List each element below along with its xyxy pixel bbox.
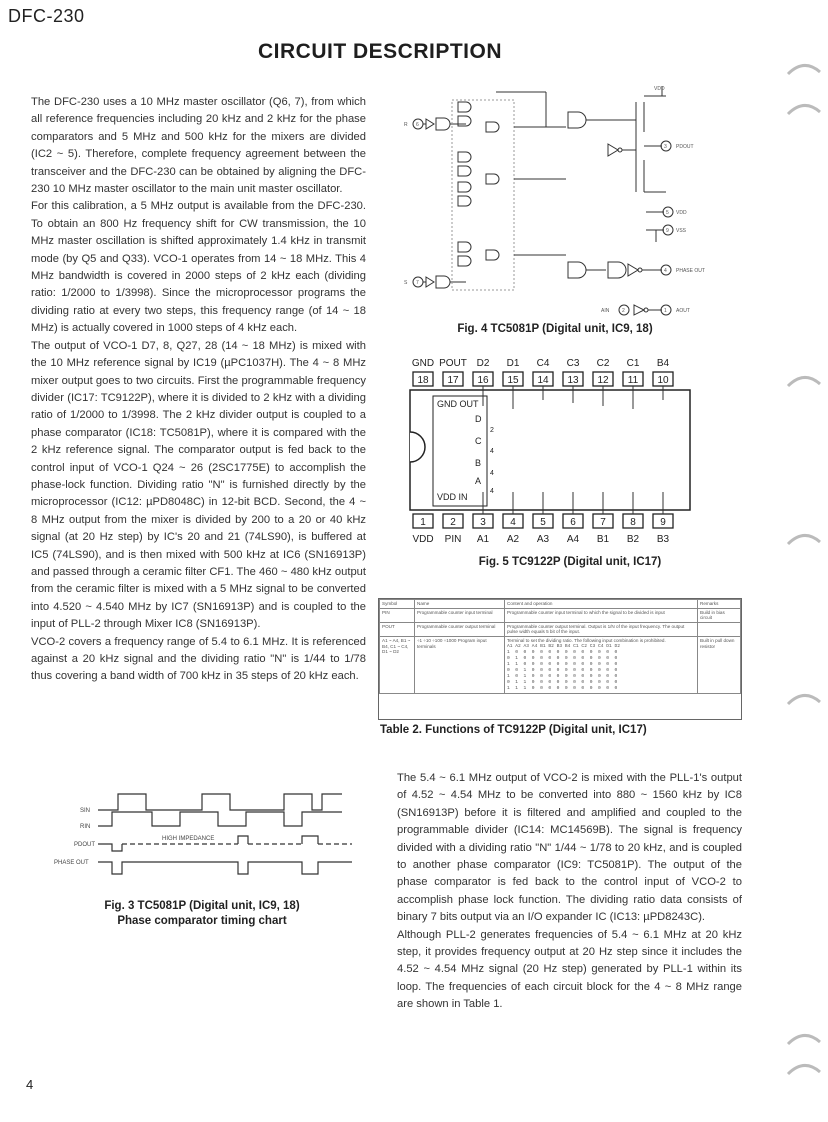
top-pin-label: C1 (626, 358, 640, 369)
bit-row: 1 1 0 0 0 0 0 0 0 0 0 0 0 0 (507, 661, 618, 667)
bottom-pin-number: 7 (600, 517, 606, 528)
table-cell: POUT (380, 622, 415, 636)
page-title: CIRCUIT DESCRIPTION (257, 40, 502, 63)
bottom-pin-label: A1 (476, 534, 490, 545)
table-row (380, 608, 741, 622)
header-model: DFC-230 (8, 6, 85, 26)
fig5-caption: Fig. 5 TC9122P (Digital unit, IC17) (478, 556, 662, 568)
bottom-pin-number: 1 (420, 517, 426, 528)
top-pin-number: 12 (597, 375, 609, 386)
pdout-pin-label: 3 (664, 144, 667, 150)
top-pin-label: D1 (506, 358, 520, 369)
table-cell: Built in pull down resistor (698, 636, 741, 693)
bus-width-label: 4 (490, 488, 494, 495)
phase-pin-label: 4 (664, 268, 667, 274)
bottom-pin-number: 5 (540, 517, 546, 528)
bus-width-label: 2 (490, 427, 494, 434)
top-pin-label: D2 (476, 358, 490, 369)
top-pin-label: C3 (566, 358, 580, 369)
paragraph: VCO-2 covers a frequency range of 5.4 to 6.1 MHz. It is referenced against a 20 kHz signal and the dividing ratio "N" is 1/44 to 1/78 thus covering a band width of 700 kHz in 35 steps of 20 kHz each. (31, 635, 366, 683)
table-header: Remarks (698, 600, 741, 609)
top-pin-number: 18 (417, 375, 429, 386)
table-row (380, 622, 741, 636)
binder-mark-icon (786, 372, 822, 392)
bit-header: A1 A2 A3 A4 B1 B2 B3 B4 C1 C2 C3 C4 D1 D2 (507, 643, 621, 649)
bit-row: 1 0 1 0 0 0 0 0 0 0 0 0 0 0 (507, 673, 618, 679)
binder-mark-icon (786, 690, 822, 710)
vss-label: VSS (676, 228, 687, 234)
vdd-top-label: VDD (654, 86, 665, 92)
bottom-pin-number: 3 (480, 517, 486, 528)
table-cell (505, 636, 698, 693)
binder-mark-icon (786, 1060, 822, 1080)
bottom-pin-number: 2 (450, 517, 456, 528)
bottom-pin-label: A2 (506, 534, 520, 545)
bottom-pin-label: B2 (626, 534, 640, 545)
sin-waveform (98, 794, 342, 810)
fig3-timing-chart (52, 788, 362, 878)
top-pin-label: POUT (439, 358, 467, 369)
page-number: 4 (26, 1077, 34, 1092)
table2 (378, 598, 742, 720)
table2-caption: Table 2. Functions of TC9122P (Digital unit, IC17) (380, 724, 647, 736)
bottom-pin-number: 9 (660, 517, 666, 528)
vdd-pin-label: 5 (666, 210, 669, 216)
binder-mark-icon (786, 1030, 822, 1050)
paragraph: For this calibration, a 5 MHz output is available from the DFC-230. To obtain an 800 Hz frequency shift for CW transmission, the 10 MHz master oscillation is shifted approximately 1.4 kHz in transmit mode (by Q5 and Q33). VCO-1 operates from 14 ~ 18 MHz. This 4 MHz bandwidth is covered in 2000 steps of 2 kHz each (dividing ratio: 1/2000 to 1/3998). Since the microprocessor programs the dividing ratio at every two steps, this frequency range (of 14 ~ 18 MHz) is actually covered in 1000 steps of 4 kHz each. (31, 200, 366, 335)
top-pin-number: 16 (477, 375, 489, 386)
top-pin-label: C2 (596, 358, 610, 369)
s-input-label: S (404, 280, 408, 286)
fig4-caption: Fig. 4 TC5081P (Digital unit, IC9, 18) (457, 323, 653, 335)
paragraph: The 5.4 ~ 6.1 MHz output of VCO-2 is mixed with the PLL-1's output of 4.52 ~ 4.54 MHz to be converted into 880 ~ 1560 kHz by IC8 (SN16913P) before it is filtered and amplified and coupled to the programmable divider (IC14: MC14569B). The signal is frequency divided with a dividing ratio "N" 1/44 ~ 1/78 to 20 kHz, and is coupled to another phase comparator (IC9: TC5081P). The output of the phase comparator is fed back to the control input of VCO-2 to accomplish phase lock function. The dividing ratio data consists of binary 7 bits output via an I/O expander IC (IC13: µPD8243C). (397, 772, 742, 924)
table-header: Content and operation (505, 600, 698, 609)
table-cell: ÷1 ÷10 ÷100 ÷1000 Program input terminals (415, 636, 505, 693)
table-cell: Build in bias circuit (698, 608, 741, 622)
bus-width-label: 4 (490, 448, 494, 455)
bottom-pin-label: A3 (536, 534, 550, 545)
table-cell: A1 ~ A4, B1 ~ B4, C1 ~ C4, D1 ~ D2 (380, 636, 415, 693)
top-pin-number: 17 (447, 375, 459, 386)
fig4-logic-diagram (396, 82, 706, 332)
bit-row: 0 1 1 0 0 0 0 0 0 0 0 0 0 0 (507, 679, 618, 685)
table-cell: Programmable counter input terminal to which the signal to be divided is input (505, 608, 698, 622)
binder-mark-icon (786, 60, 822, 80)
fig3-caption: Fig. 3 TC5081P (Digital unit, IC9, 18) (104, 900, 300, 912)
top-pin-label: GND (411, 358, 435, 369)
bit-row: 0 0 1 0 0 0 0 0 0 0 0 0 0 0 (507, 667, 618, 673)
ain-pin-label: 2 (622, 308, 625, 314)
bit-row: 1 1 1 0 0 0 0 0 0 0 0 0 0 0 (507, 685, 618, 691)
fig3-caption-sub: Phase comparator timing chart (117, 915, 287, 927)
fig5-pinout-diagram (405, 352, 715, 562)
paragraph: Although PLL-2 generates frequencies of 5.4 ~ 6.1 MHz at 20 kHz step, it provides frequency output at 20 Hz step since it includes the 4.52 ~ 4.54 MHz signal (20 Hz step) generated by PLL-1 within its loop. The frequencies of each circuit block for the 4 ~ 8 MHz range are shown in Table 1. (397, 928, 742, 1011)
pdout-waveform (98, 844, 122, 851)
bottom-pin-label: B1 (596, 534, 610, 545)
bottom-pin-number: 6 (570, 517, 576, 528)
b-label: B (475, 458, 482, 468)
top-pin-number: 13 (567, 375, 579, 386)
signal-label: PHASE OUT (54, 860, 89, 866)
top-pin-label: C4 (536, 358, 550, 369)
signal-label: SIN (80, 808, 91, 814)
r-pin-label: 6 (416, 122, 419, 128)
table-header-row (380, 600, 741, 609)
table-cell: Programmable counter output terminal. Output is 1/N of the input frequency. The output pulse width equals 5 bit of the input. (505, 622, 698, 636)
phase-out-waveform (98, 862, 352, 874)
table-cell (698, 622, 741, 636)
paragraph: The output of VCO-1 D7, 8, Q27, 28 (14 ~ 18 MHz) is mixed with the 10 MHz reference signal by IC19 (µPC1037H). The 4 ~ 8 MHz mixer output goes to two circuits. First the programmable frequency divider (IC17: TC9122P), where it is divided to 2 kHz with a dividing ratio of 1/2000 to 1/3998. The 2 kHz divider output is coupled to a phase comparator (IC18: TC5081P), where it is compared with the 2 kHz reference signal. The comparator output is fed back to the control input of VCO-1 Q24 ~ 26 (2SC1775E) to accomplish the phase-lock function. Dividing ratio "N" is furnished directly by the microprocessor (IC12: µPD8048C) in 12-bit BCD. Second, the 4 ~ 8 MHz output from the mixer is divided by 200 to a 20 or 40 kHz signal (at 20 Hz step) by IC's 20 and 21 (74LS90), is buffered at IC5 (74LS90), and is then mixed with 500 kHz at IC6 (SN16913P) and passed through a ceramic filter CF1. The 460 ~ 480 kHz output from the ceramic filter is mixed with a 5 MHz signal to be converted into 4.520 ~ 4.540 MHz by IC7 (SN16913P) and is coupled to the input of PLL-2 through Mixer IC8 (SN16913P). (31, 339, 366, 631)
table-cell: PIN (380, 608, 415, 622)
bottom-pin-number: 8 (630, 517, 636, 528)
rin-waveform (98, 812, 342, 826)
top-pin-number: 15 (507, 375, 519, 386)
d-label: D (475, 414, 482, 424)
vdd-label: VDD (676, 210, 687, 216)
table-header: Symbol (380, 600, 415, 609)
phase-out-label: PHASE OUT (676, 268, 705, 274)
bottom-pin-label: PIN (444, 534, 462, 545)
signal-label: RIN (80, 824, 91, 830)
binder-mark-icon (786, 100, 822, 120)
right-column (397, 770, 742, 1014)
signal-label: PDOUT (74, 842, 95, 848)
pdout-label: PDOUT (676, 144, 694, 150)
table-row (380, 636, 741, 693)
ain-label: AIN (601, 308, 610, 314)
bottom-pin-label: VDD (412, 534, 434, 545)
aout-pin-label: 1 (664, 308, 667, 314)
bit-row: 1 0 0 0 0 0 0 0 0 0 0 0 0 0 (507, 649, 618, 655)
vss-pin-label: 9 (666, 228, 669, 234)
top-pin-number: 11 (627, 375, 639, 386)
top-pin-number: 14 (537, 375, 549, 386)
bottom-pin-number: 4 (510, 517, 516, 528)
left-column (31, 94, 366, 686)
a-label: A (475, 476, 482, 486)
s-pin-label: 7 (416, 280, 419, 286)
table-cell: Programmable counter output terminal (415, 622, 505, 636)
bus-width-label: 4 (490, 470, 494, 477)
bottom-pin-label: B3 (656, 534, 670, 545)
top-pin-number: 10 (657, 375, 669, 386)
table-cell-text: Terminal to set the dividing ratio. The following input combination is prohibited. (507, 637, 666, 643)
high-impedance-label: HIGH IMPEDANCE (162, 836, 215, 842)
r-input-label: R (404, 122, 408, 128)
top-pin-label: B4 (656, 358, 670, 369)
vdd-in-label: VDD IN (437, 492, 468, 502)
bottom-pin-label: A4 (566, 534, 580, 545)
gnd-out-label: GND OUT (437, 399, 479, 409)
table-header: Name (415, 600, 505, 609)
binder-mark-icon (786, 530, 822, 550)
table-cell: Programmable counter input terminal (415, 608, 505, 622)
aout-label: AOUT (676, 308, 690, 314)
paragraph: The DFC-230 uses a 10 MHz master oscillator (Q6, 7), from which all reference frequencies including 20 kHz and 2 kHz for the phase comparators and 5 MHz and 500 kHz for the mixers are divided (IC2 ~ 5). Therefore, complete frequency agreement between the transceiver and the DFC-230 can be obtained by aligning the DFC-230 10 MHz master oscillator to the main unit master oscillator. (31, 96, 366, 196)
bit-row: 0 1 0 0 0 0 0 0 0 0 0 0 0 0 (507, 655, 618, 661)
c-label: C (475, 436, 482, 446)
